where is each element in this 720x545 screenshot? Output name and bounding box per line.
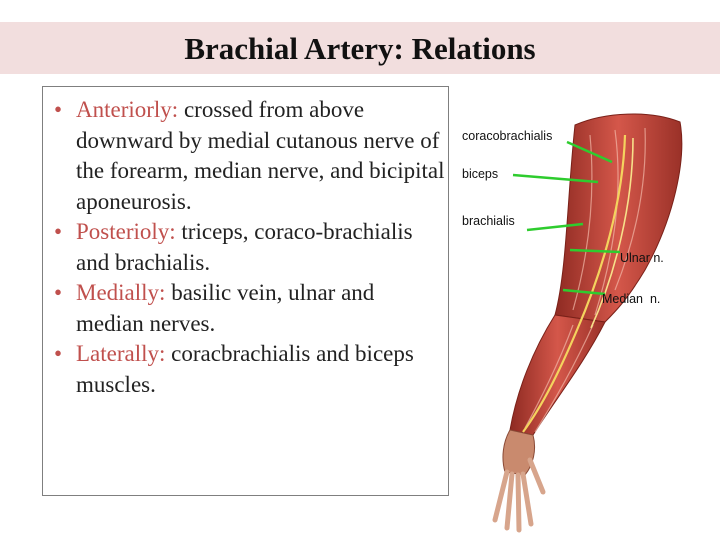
label-coracobrachialis: coracobrachialis <box>462 129 553 143</box>
bullet-anteriorly <box>51 95 447 217</box>
label-brachialis: brachialis <box>462 214 515 228</box>
arm-illustration <box>455 100 720 540</box>
bullet-text: triceps, coraco-brachialis and brachialis. <box>76 219 413 275</box>
bullet-medially <box>51 278 447 339</box>
label-biceps: biceps <box>462 167 499 181</box>
finger <box>495 472 507 520</box>
arm-anatomy-figure <box>455 100 720 540</box>
slide-title: Brachial Artery: Relations <box>184 31 536 66</box>
finger <box>518 475 519 530</box>
bullet-list <box>51 95 447 400</box>
bullet-text: crossed from above downward by medial cutanous nerve of the forearm, median nerve, and bicipital aponeurosis. <box>76 97 445 214</box>
bullet-dot: • <box>54 280 63 305</box>
bullet-term: Anteriorly: <box>76 97 179 122</box>
label-median-nerve: Median n. <box>602 292 661 306</box>
bullet-term: Medially: <box>76 280 166 305</box>
finger <box>507 474 512 528</box>
bullet-term: Laterally: <box>76 341 166 366</box>
bullet-term: Posterioly: <box>76 219 176 244</box>
thumb <box>530 460 543 492</box>
bullet-dot: • <box>54 219 63 244</box>
bullet-posteriorly <box>51 217 447 278</box>
finger <box>523 474 531 524</box>
bullet-dot: • <box>54 97 63 122</box>
bullet-text: coracbrachialis and biceps muscles. <box>76 341 414 397</box>
label-ulnar-nerve: Ulnar n. <box>620 251 664 265</box>
bullet-text: basilic vein, ulnar and median nerves. <box>76 280 375 336</box>
hand <box>503 430 535 475</box>
bullet-dot: • <box>54 341 63 366</box>
bullet-laterally <box>51 339 447 400</box>
bullet-text-box <box>42 86 449 496</box>
